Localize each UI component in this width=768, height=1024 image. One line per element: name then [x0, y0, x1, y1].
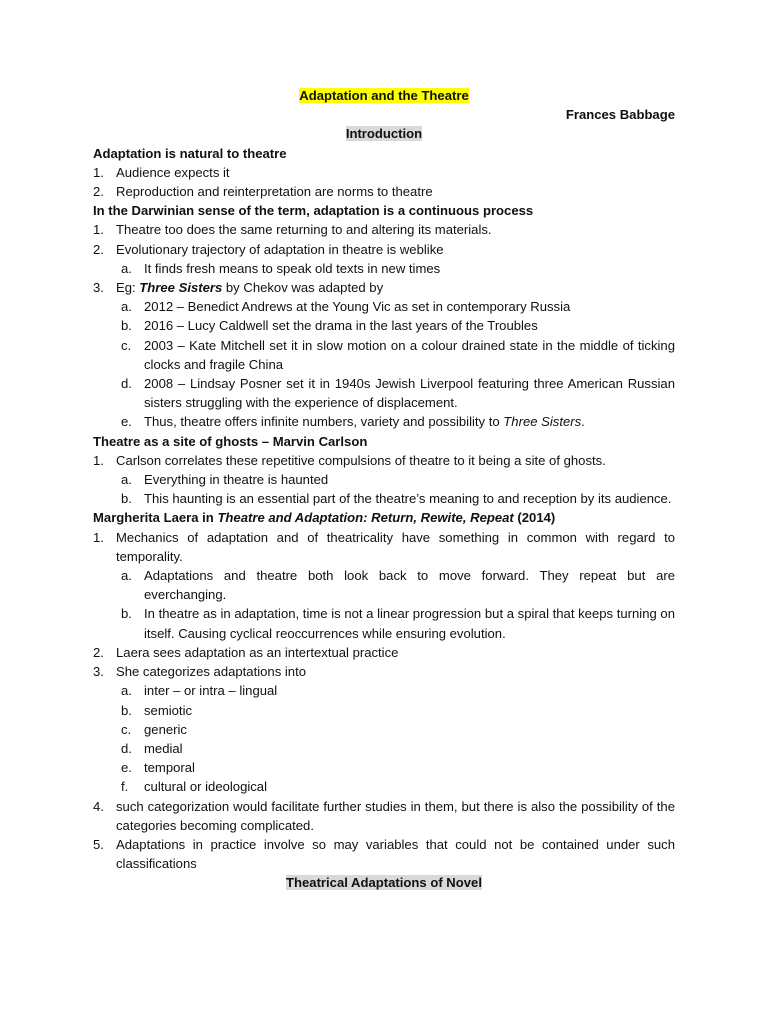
sub-list-item — [93, 720, 675, 739]
list-item — [93, 643, 675, 662]
list-text: such categorization would facilitate further studies in them, but there is also the possibility of the categories becoming complicated. — [116, 798, 675, 833]
work-title: Theatre and Adaptation: Return, Rewite, Repeat — [217, 510, 514, 526]
list-text: Everything in theatre is haunted — [144, 472, 329, 488]
title-line — [93, 86, 675, 105]
list-marker: b. — [121, 318, 132, 334]
list-marker: 1. — [93, 164, 104, 180]
heading-text: Margherita Laera in — [93, 510, 218, 526]
list-marker: 1. — [93, 452, 104, 468]
next-section-heading: Theatrical Adaptations of Novel — [286, 875, 482, 891]
section-heading: Adaptation is natural to theatre — [93, 145, 287, 161]
list-item — [93, 240, 675, 259]
list-item — [93, 797, 675, 835]
list-text: semiotic — [144, 702, 193, 718]
list-marker: a. — [121, 299, 132, 315]
list-text: She categorizes adaptations into — [116, 664, 306, 680]
list-item — [93, 220, 675, 239]
list-marker: 3. — [93, 664, 104, 680]
list-text: Thus, theatre offers infinite numbers, variety and possibility to — [144, 414, 504, 430]
list-marker: e. — [121, 760, 132, 776]
list-text: . — [581, 414, 585, 430]
sub-list-item — [93, 701, 675, 720]
list-text: Adaptations and theatre both look back to move forward. They repeat but are everchanging. — [144, 568, 675, 603]
list-text: This haunting is an essential part of the theatre’s meaning to and reception by its audience. — [144, 491, 672, 507]
sub-list-item — [93, 259, 675, 278]
list-text: 2012 – Benedict Andrews at the Young Vic as set in contemporary Russia — [144, 299, 571, 315]
sub-list-item — [93, 604, 675, 642]
sub-list-item — [93, 336, 675, 374]
list-text: Audience expects it — [116, 164, 230, 180]
list-marker: 2. — [93, 644, 104, 660]
list-text: Adaptations in practice involve so may variables that could not be contained under such classifications — [116, 836, 675, 872]
list-marker: a. — [121, 472, 132, 488]
list-text: Evolutionary trajectory of adaptation in theatre is weblike — [116, 241, 444, 257]
list-text: Reproduction and reinterpretation are norms to theatre — [116, 184, 433, 200]
sub-list-item — [93, 758, 675, 777]
document-title: Adaptation and the Theatre — [299, 88, 469, 103]
sub-list-item — [93, 489, 675, 508]
list-marker: 2. — [93, 184, 104, 200]
list-marker: c. — [121, 721, 132, 737]
heading-text: (2014) — [513, 510, 556, 526]
sub-list-item — [93, 470, 675, 489]
list-marker: b. — [121, 491, 132, 507]
list-marker: d. — [121, 376, 132, 392]
list-marker: b. — [121, 606, 132, 622]
list-marker: d. — [121, 740, 132, 756]
list-marker: 1. — [93, 529, 104, 545]
work-title: Three Sisters — [139, 280, 223, 296]
sub-list-item — [93, 316, 675, 335]
list-text: medial — [144, 740, 183, 756]
list-marker: e. — [121, 414, 132, 430]
list-item — [93, 528, 675, 566]
list-text: by Chekov was adapted by — [222, 280, 384, 296]
document-page — [93, 86, 675, 893]
list-text: Laera sees adaptation as an intertextual practice — [116, 644, 399, 660]
list-text: cultural or ideological — [144, 779, 268, 795]
list-marker: 2. — [93, 241, 104, 257]
list-text: Mechanics of adaptation and of theatricality have something in common with regard to temporality. — [116, 529, 675, 564]
list-text: temporal — [144, 760, 195, 776]
sub-list-item — [93, 412, 675, 431]
list-text: Eg: — [116, 280, 140, 296]
list-marker: a. — [121, 568, 132, 584]
list-item — [93, 451, 675, 470]
list-text: Theatre too does the same returning to and altering its materials. — [116, 222, 492, 238]
list-marker: b. — [121, 702, 132, 718]
section-heading: In the Darwinian sense of the term, adaptation is a continuous process — [93, 203, 534, 219]
list-text: 2003 – Kate Mitchell set it in slow motion on a colour drained state in the middle of ticking clocks and fragile China — [144, 337, 675, 372]
sub-list-item — [93, 739, 675, 758]
sub-list-item — [93, 566, 675, 604]
list-item — [93, 182, 675, 201]
list-marker: 1. — [93, 222, 104, 238]
list-marker: 3. — [93, 280, 104, 296]
list-text: Carlson correlates these repetitive compulsions of theatre to it being a site of ghosts. — [116, 452, 606, 468]
next-section-line — [93, 873, 675, 892]
list-marker: a. — [121, 260, 132, 276]
list-item — [93, 662, 675, 681]
list-item — [93, 163, 675, 182]
list-text: generic — [144, 721, 187, 737]
list-marker: 5. — [93, 836, 104, 852]
list-text: It finds fresh means to speak old texts in new times — [144, 260, 441, 276]
list-text: In theatre as in adaptation, time is not a linear progression but a spiral that keeps turning on itself. Causing cyclical reoccurrences while ensuring evolution. — [144, 606, 675, 641]
work-title: Three Sisters — [503, 414, 582, 430]
sub-list-item — [93, 681, 675, 700]
intro-line — [93, 124, 675, 143]
list-text: 2016 – Lucy Caldwell set the drama in the last years of the Troubles — [144, 318, 538, 334]
list-marker: f. — [121, 779, 129, 795]
sub-list-item — [93, 297, 675, 316]
list-text: 2008 – Lindsay Posner set it in 1940s Jewish Liverpool featuring three American Russian sisters struggling with the experience of displacement. — [144, 376, 675, 411]
section-heading — [93, 508, 675, 527]
section-heading: Theatre as a site of ghosts – Marvin Carlson — [93, 433, 368, 449]
list-marker: c. — [121, 337, 132, 353]
list-text: inter – or intra – lingual — [144, 683, 278, 699]
list-marker: a. — [121, 683, 132, 699]
list-marker: 4. — [93, 798, 104, 814]
author-name: Frances Babbage — [565, 107, 675, 123]
introduction-heading: Introduction — [345, 126, 423, 142]
sub-list-item — [93, 777, 675, 796]
list-item — [93, 278, 675, 297]
sub-list-item — [93, 374, 675, 412]
list-item — [93, 835, 675, 873]
